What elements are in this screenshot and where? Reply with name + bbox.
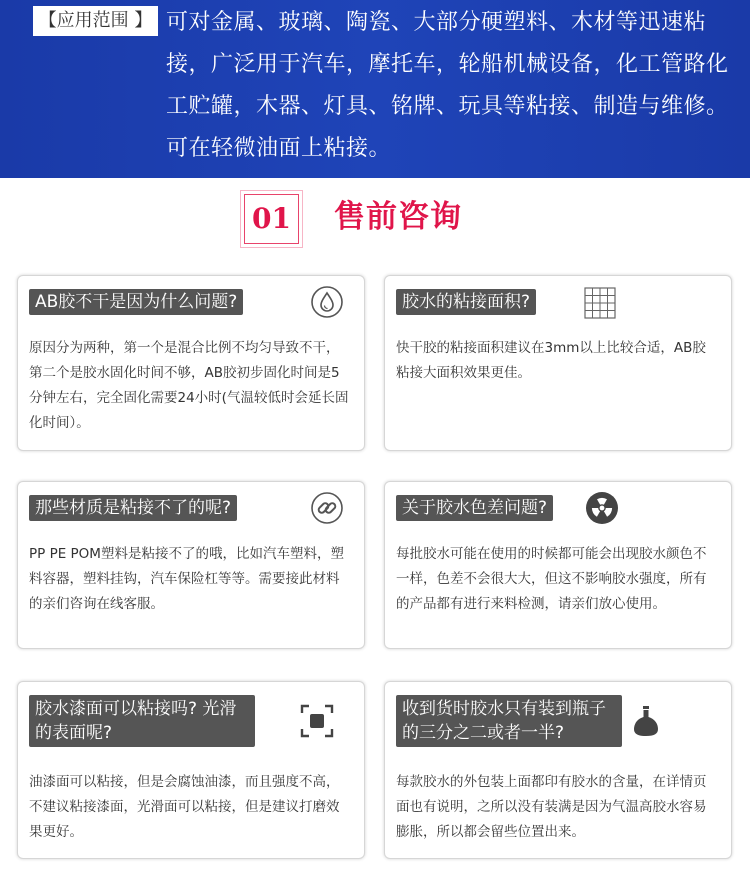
grid-icon: [583, 286, 617, 320]
application-scope-text: 可对金属、玻璃、陶瓷、大部分硬塑料、木材等迅速粘接，广泛用于汽车，摩托车，轮船机械设备，化工管路化工贮罐，木器、灯具、铭牌、玩具等粘接、制造与维修。可在轻微油面上粘接。: [166, 10, 729, 161]
faq-answer: 油漆面可以粘接，但是会腐蚀油漆，而且强度不高，不建议粘接漆面，光滑面可以粘接，但是建议打磨效果更好。: [29, 774, 340, 840]
section-title: 售前咨询: [334, 199, 462, 235]
faq-question: 那些材质是粘接不了的呢?: [29, 495, 237, 521]
faq-card-2: [384, 275, 732, 451]
faq-card-1: [17, 275, 365, 451]
faq-question: 收到货时胶水只有装到瓶子的三分之二或者一半?: [396, 695, 622, 747]
faq-answer: 每款胶水的外包装上面都印有胶水的含量，在详情页面也有说明，之所以没有装满是因为气温高胶水容易膨胀，所以都会留些位置出来。: [396, 774, 707, 840]
radiation-icon: [585, 491, 619, 525]
faq-answer: 原因分为两种，第一个是混合比例不均匀导致不干，第二个是胶水固化时间不够，AB胶初步固化时间是5分钟左右，完全固化需要24小时(气温较低时会延长固化时间）。: [29, 340, 349, 431]
faq-question: AB胶不干是因为什么问题?: [29, 289, 243, 315]
application-scope-banner: [0, 0, 750, 178]
faq-question: 胶水的粘接面积?: [396, 289, 536, 315]
faq-card-6: [384, 681, 732, 859]
link-icon: [310, 491, 344, 525]
faq-card-3: [17, 481, 365, 649]
water-drop-icon: [310, 285, 344, 319]
faq-answer: PP PE POM塑料是粘接不了的哦，比如汽车塑料，塑料容器，塑料挂钩，汽车保险杠等等。需要接此材料的亲们咨询在线客服。: [29, 546, 344, 612]
faq-question: 胶水漆面可以粘接吗? 光滑的表面呢?: [29, 695, 255, 747]
faq-question: 关于胶水色差问题?: [396, 495, 553, 521]
faq-answer: 每批胶水可能在使用的时候都可能会出现胶水颜色不一样，色差不会很大大，但这不影响胶水强度，所有的产品都有进行来料检测，请亲们放心使用。: [396, 546, 707, 612]
faq-card-5: [17, 681, 365, 859]
faq-answer: 快干胶的粘接面积建议在3mm以上比较合适，AB胶粘接大面积效果更佳。: [396, 340, 706, 381]
section-number: 01: [244, 194, 299, 244]
expand-frame-icon: [300, 704, 334, 738]
bottle-icon: [629, 704, 663, 738]
faq-card-4: [384, 481, 732, 649]
application-scope-tag: 【应用范围 】: [33, 6, 158, 36]
